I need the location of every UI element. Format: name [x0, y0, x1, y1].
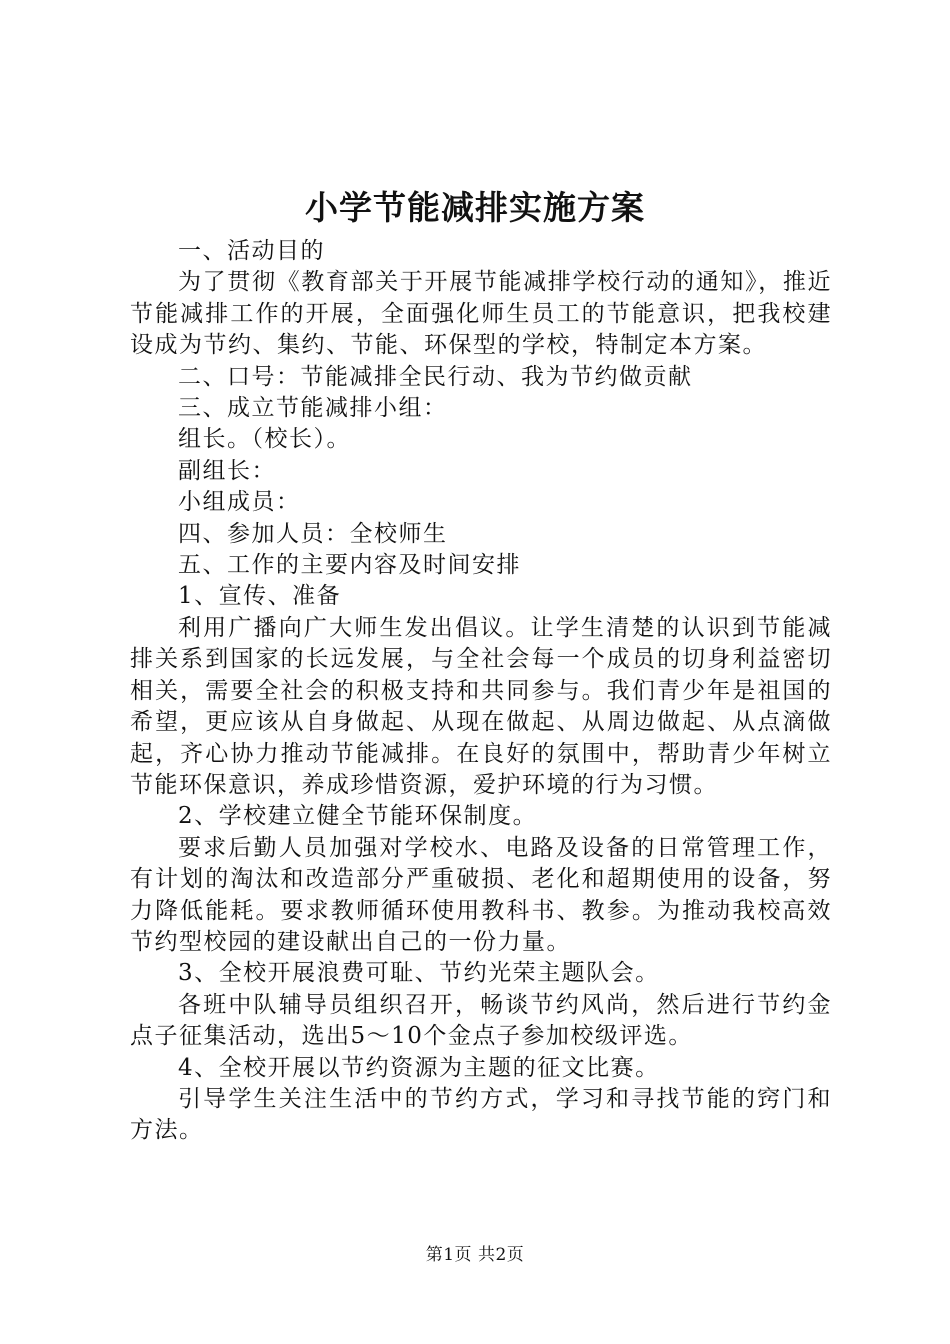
section-heading-purpose: 一、活动目的: [178, 238, 325, 264]
subsection-heading-system: 2、学校建立健全节能环保制度。: [178, 803, 538, 830]
subsection-heading-essay: 4、全校开展以节约资源为主题的征文比赛。: [178, 1054, 660, 1081]
section-heading-slogan: 二、口号：节能减排全民行动、我为节约做贡献: [178, 363, 693, 390]
group-leader-line: 组长。（校长）。: [178, 426, 351, 453]
group-deputy-line: 副组长：: [178, 457, 276, 484]
subsection-heading-publicity: 1、宣传、准备: [178, 583, 342, 610]
section-heading-content: 五、工作的主要内容及时间安排: [178, 552, 521, 579]
document-body: [130, 236, 832, 1147]
section-heading-participants: 四、参加人员：全校师生: [178, 520, 448, 547]
section-heading-group: 三、成立节能减排小组：: [178, 395, 448, 422]
page-footer: 第1页 共2页: [425, 1245, 525, 1265]
document-title: 小学节能减排实施方案: [305, 188, 645, 227]
paragraph-essay: 引导学生关注生活中的节约方式，学习和寻找节能的窍门和方法。: [130, 1085, 832, 1144]
paragraph-publicity: 利用广播向广大师生发出倡议。让学生清楚的认识到节能减排关系到国家的长远发展，与全社会每一个成员的切身利益密切相关，需要全社会的积极支持和共同参与。我们青少年是祖国的希望，更应该从自身做起、从现在做起、从周边做起、从点滴做起，齐心协力推动节能减排。在良好的氛围中，帮助青少年树立节能环保意识，养成珍惜资源，爱护环境的行为习惯。: [130, 614, 832, 798]
group-members-line: 小组成员：: [178, 489, 301, 516]
paragraph-system: 要求后勤人员加强对学校水、电路及设备的日常管理工作，有计划的淘汰和改造部分严重破损、老化和超期使用的设备，努力降低能耗。要求教师循环使用教科书、教参。为推动我校高效节约型校园的建设献出自己的一份力量。: [130, 834, 832, 955]
paragraph-meeting: 各班中队辅导员组织召开，畅谈节约风尚，然后进行节约金点子征集活动，选出5～10个金点子参加校级评选。: [130, 991, 832, 1050]
paragraph-purpose: 为了贯彻《教育部关于开展节能减排学校行动的通知》，推近节能减排工作的开展，全面强化师生员工的节能意识，把我校建设成为节约、集约、节能、环保型的学校，特制定本方案。: [130, 269, 832, 359]
subsection-heading-meeting: 3、全校开展浪费可耻、节约光荣主题队会。: [178, 960, 660, 987]
